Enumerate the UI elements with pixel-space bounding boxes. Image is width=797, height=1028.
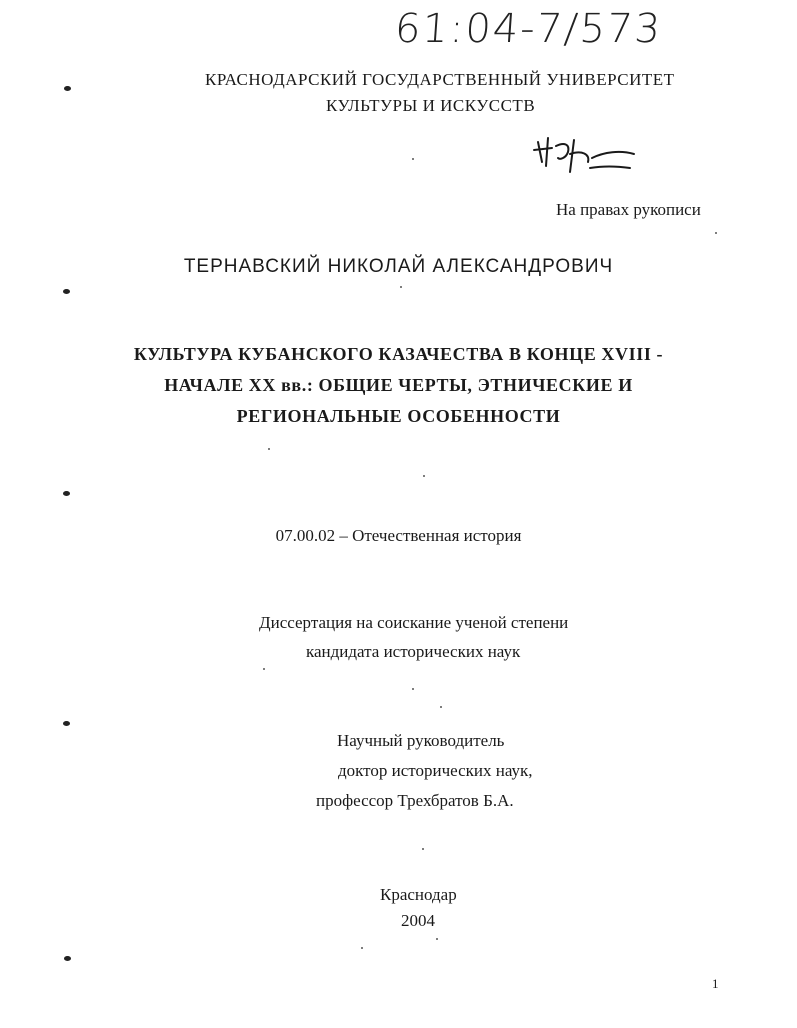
scan-speck	[361, 947, 363, 949]
scan-mark	[64, 86, 71, 91]
degree-statement-line1: Диссертация на соискание ученой степени	[259, 613, 569, 632]
dissertation-title-line2: НАЧАЛЕ XX вв.: ОБЩИЕ ЧЕРТЫ, ЭТНИЧЕСКИЕ И	[164, 375, 633, 395]
rights-note: На правах рукописи	[556, 200, 701, 219]
scan-speck	[422, 848, 424, 850]
scan-mark	[63, 289, 70, 294]
scan-speck	[440, 706, 442, 708]
scan-speck	[400, 286, 402, 288]
scan-speck	[263, 668, 265, 670]
scan-mark	[64, 956, 71, 961]
handwritten-archive-number: 61:04-7/573	[393, 6, 664, 52]
degree-statement-line2: кандидата исторических наук	[306, 642, 521, 661]
dissertation-title-line1: КУЛЬТУРА КУБАНСКОГО КАЗАЧЕСТВА В КОНЦЕ XVIII -	[133, 344, 664, 364]
specialty-code: 07.00.02 – Отечественная история	[275, 526, 522, 545]
scan-speck	[423, 475, 425, 477]
scan-mark	[63, 491, 70, 496]
scan-speck	[715, 232, 717, 234]
scan-speck	[412, 688, 414, 690]
university-name-line2: КУЛЬТУРЫ И ИСКУССТВ	[326, 96, 536, 115]
supervisor-degree: доктор исторических наук,	[338, 761, 533, 780]
page-number: 1	[712, 976, 719, 991]
university-name-line1: КРАСНОДАРСКИЙ ГОСУДАРСТВЕННЫЙ УНИВЕРСИТЕТ	[205, 70, 675, 89]
scan-speck	[412, 158, 414, 160]
city: Краснодар	[380, 885, 457, 904]
scan-mark	[63, 721, 70, 726]
scan-speck	[436, 938, 438, 940]
year: 2004	[401, 911, 435, 930]
supervisor-name: профессор Трехбратов Б.А.	[316, 791, 514, 810]
author-name: ТЕРНАВСКИЙ НИКОЛАЙ АЛЕКСАНДРОВИЧ	[183, 256, 614, 277]
scan-speck	[268, 448, 270, 450]
handwritten-signature	[530, 132, 640, 180]
supervisor-label: Научный руководитель	[337, 731, 505, 750]
dissertation-title-line3: РЕГИОНАЛЬНЫЕ ОСОБЕННОСТИ	[236, 406, 561, 426]
